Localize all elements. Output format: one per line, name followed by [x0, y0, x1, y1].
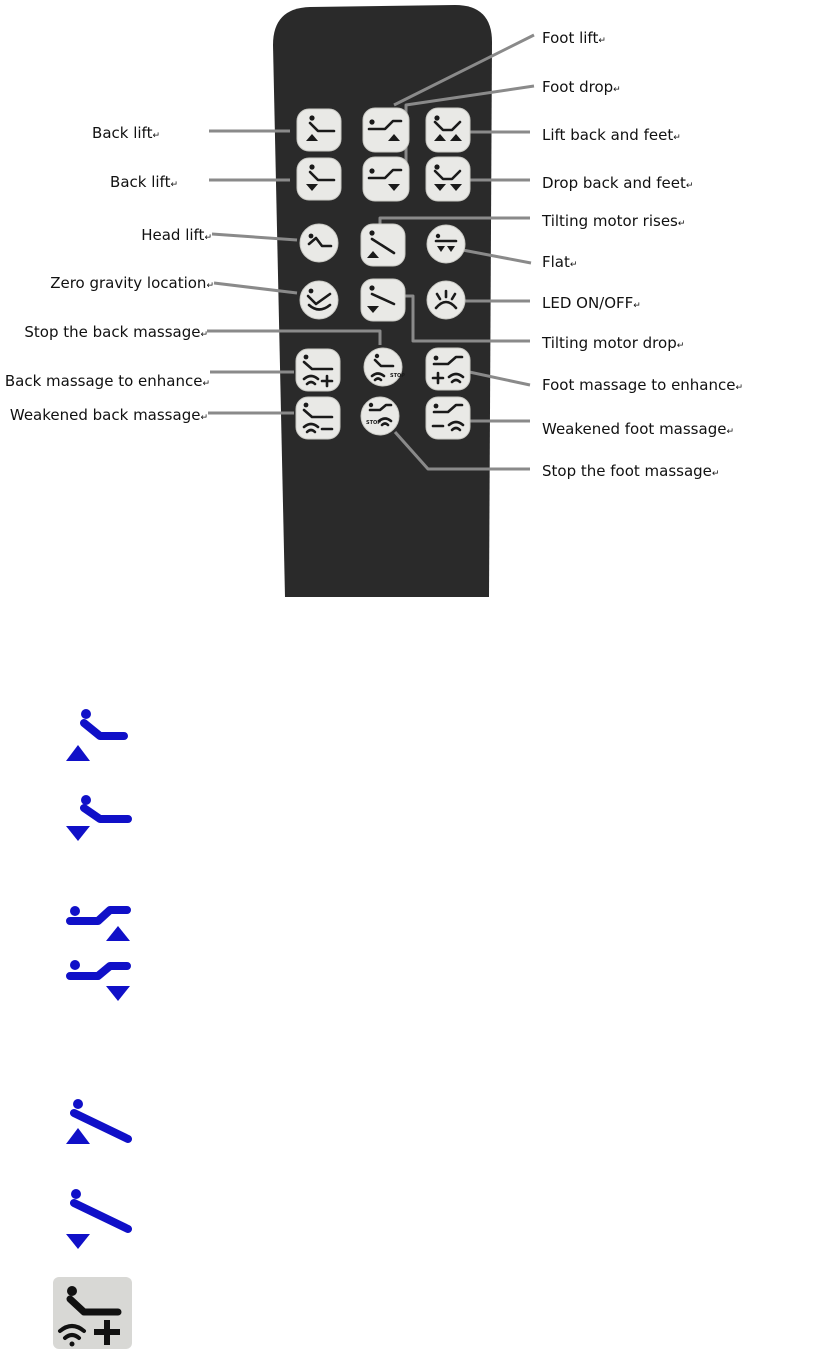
legend-back-drop-icon [66, 795, 128, 841]
label-stop-back-massage: Stop the back massage↵ [24, 323, 208, 341]
back-drop-button[interactable] [297, 158, 341, 200]
label-led-on-off: LED ON/OFF↵ [542, 294, 641, 312]
legend-back-lift-icon [66, 709, 124, 761]
legend-tilt-rise-icon [66, 1099, 128, 1144]
zero-gravity-button[interactable] [300, 281, 338, 319]
drop-back-and-feet-button[interactable] [426, 157, 470, 201]
label-tilting-motor-drop: Tilting motor drop↵ [542, 334, 685, 352]
legend-icons [53, 709, 132, 1349]
label-tilting-motor-rises: Tilting motor rises↵ [542, 212, 686, 230]
foot-drop-button[interactable] [363, 157, 409, 201]
label-flat: Flat↵ [542, 253, 578, 271]
label-weakened-foot-massage: Weakened foot massage↵ [542, 420, 734, 438]
back-massage-enhance-button[interactable] [296, 349, 340, 391]
flat-button[interactable] [427, 225, 465, 263]
stop-foot-label: STOP [366, 420, 381, 426]
stop-back-label: STOP [390, 373, 405, 379]
legend-back-massage-enhance-icon [53, 1277, 132, 1349]
legend-foot-drop-icon [70, 960, 130, 1001]
label-back-lift-2: Back lift↵ [110, 173, 178, 191]
label-foot-drop: Foot drop↵ [542, 78, 621, 96]
tilt-drop-button[interactable] [361, 279, 405, 321]
back-lift-button[interactable] [297, 109, 341, 151]
weakened-back-massage-button[interactable] [296, 397, 340, 439]
stop-foot-massage-button[interactable] [361, 397, 399, 435]
label-lift-back-and-feet: Lift back and feet↵ [542, 126, 681, 144]
right-labels [541, 29, 743, 480]
label-foot-massage-enhance: Foot massage to enhance↵ [542, 376, 744, 394]
label-weakened-back-massage: Weakened back massage↵ [9, 406, 208, 424]
led-toggle-button[interactable] [427, 281, 465, 319]
weakened-foot-massage-button[interactable] [426, 397, 470, 439]
left-labels [5, 124, 214, 424]
foot-lift-button[interactable] [363, 108, 409, 152]
label-zero-gravity: Zero gravity location↵ [50, 274, 214, 292]
label-foot-lift: Foot lift↵ [542, 29, 606, 47]
label-drop-back-and-feet: Drop back and feet↵ [542, 174, 694, 192]
lift-back-and-feet-button[interactable] [426, 108, 470, 152]
label-back-massage-enhance: Back massage to enhance↵ [4, 372, 210, 390]
legend-tilt-drop-icon [66, 1189, 128, 1249]
label-back-lift-1: Back lift↵ [92, 124, 160, 142]
legend-foot-lift-icon [70, 906, 130, 941]
foot-massage-enhance-button[interactable] [426, 348, 470, 390]
label-head-lift: Head lift↵ [141, 226, 212, 244]
label-stop-foot-massage: Stop the foot massage↵ [542, 462, 720, 480]
tilt-rise-button[interactable] [361, 224, 405, 266]
head-lift-button[interactable] [300, 224, 338, 262]
